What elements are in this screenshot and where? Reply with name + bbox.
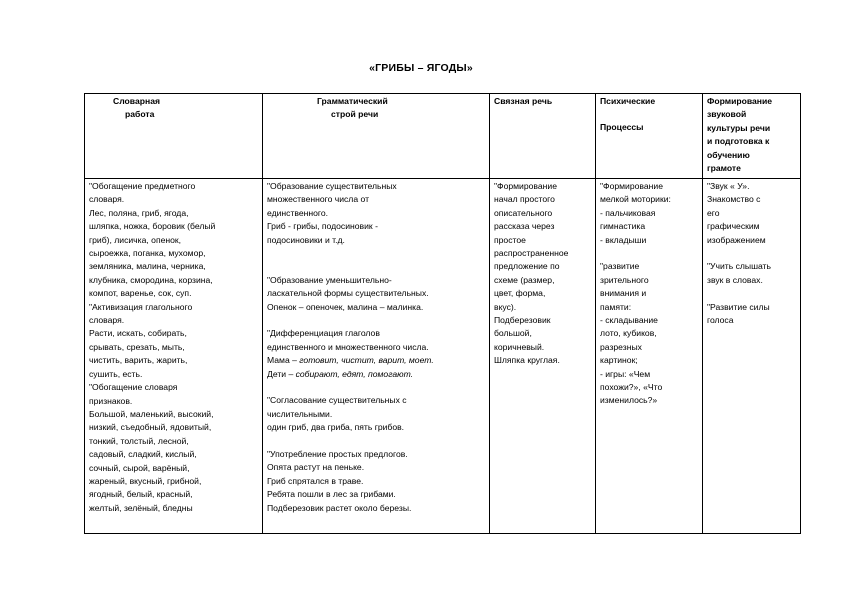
grammar-cell: "Образование существительных множественного числа от единственного. Гриб - грибы, подосиновик - подосиновики и т.д. "Образование уменьшительно- ласкательной формы существительных. Опенок – опеночек, малина – малинка. "Дифференциация глаголов единственного и множественного числа. Мама – готовит, чистит, варит, моет. Дети – собирают, едят, помогают. "Согласование существительных с числительными. один гриб, два гриба, пять грибов. "Употребление простых предлогов. Опята растут на пеньке. Гриб спрятался в траве. Ребята пошли в лес за грибами. Подберезовик растет около березы.: [263, 179, 490, 534]
header-grammar: Грамматический строй речи: [263, 94, 490, 179]
header-row: [85, 94, 801, 179]
header-coherent-speech: Связная речь: [490, 94, 596, 179]
lesson-plan-table: [84, 93, 801, 534]
content-row: [85, 179, 801, 534]
header-mental-processes: Психические Процессы: [596, 94, 703, 179]
header-sound-culture: Формирование звуковой культуры речи и подготовка к обучению грамоте: [703, 94, 801, 179]
vocabulary-cell: "Обогащение предметного словаря. Лес, поляна, гриб, ягода, шляпка, ножка, боровик (белый гриб), лисичка, опенок, сыроежка, поганка, мухомор, земляника, малина, черника, клубника, смородина, корзина, компот, варенье, сок, суп. "Активизация глагольного словаря. Расти, искать, собирать, срывать, срезать, мыть, чистить, варить, жарить, сушить, есть. "Обогащение словаря признаков. Большой, маленький, высокий, низкий, съедобный, ядовитый, тонкий, толстый, лесной, садовый, сладкий, кислый, сочный, сырой, варёный, жареный, вкусный, грибной, ягодный, белый, красный, желтый, зелёный, бледны: [85, 179, 263, 534]
header-vocabulary-work: Словарная работа: [85, 94, 263, 179]
page-title: «ГРИБЫ – ЯГОДЫ»: [369, 62, 473, 74]
mental-processes-cell: "Формирование мелкой моторики: - пальчиковая гимнастика - вкладыши "развитие зрительного внимания и памяти: - складывание лото, кубиков, разрезных картинок; - игры: «Чем похожи?», «Что изменилось?»: [596, 179, 703, 534]
verb-example-deti: Дети – собирают, едят, помогают.: [267, 368, 414, 379]
sound-culture-cell: "Звук « У». Знакомство с его графическим изображением "Учить слышать звук в словах. "Развитие силы голоса: [703, 179, 801, 534]
coherent-speech-cell: "Формирование начал простого описательного рассказа через простое распространенное предложение по схеме (размер, цвет, форма, вкус). Подберезовик большой, коричневый. Шляпка круглая.: [490, 179, 596, 534]
verb-example-mama: Мама – готовит, чистит, варит, моет.: [267, 355, 434, 366]
